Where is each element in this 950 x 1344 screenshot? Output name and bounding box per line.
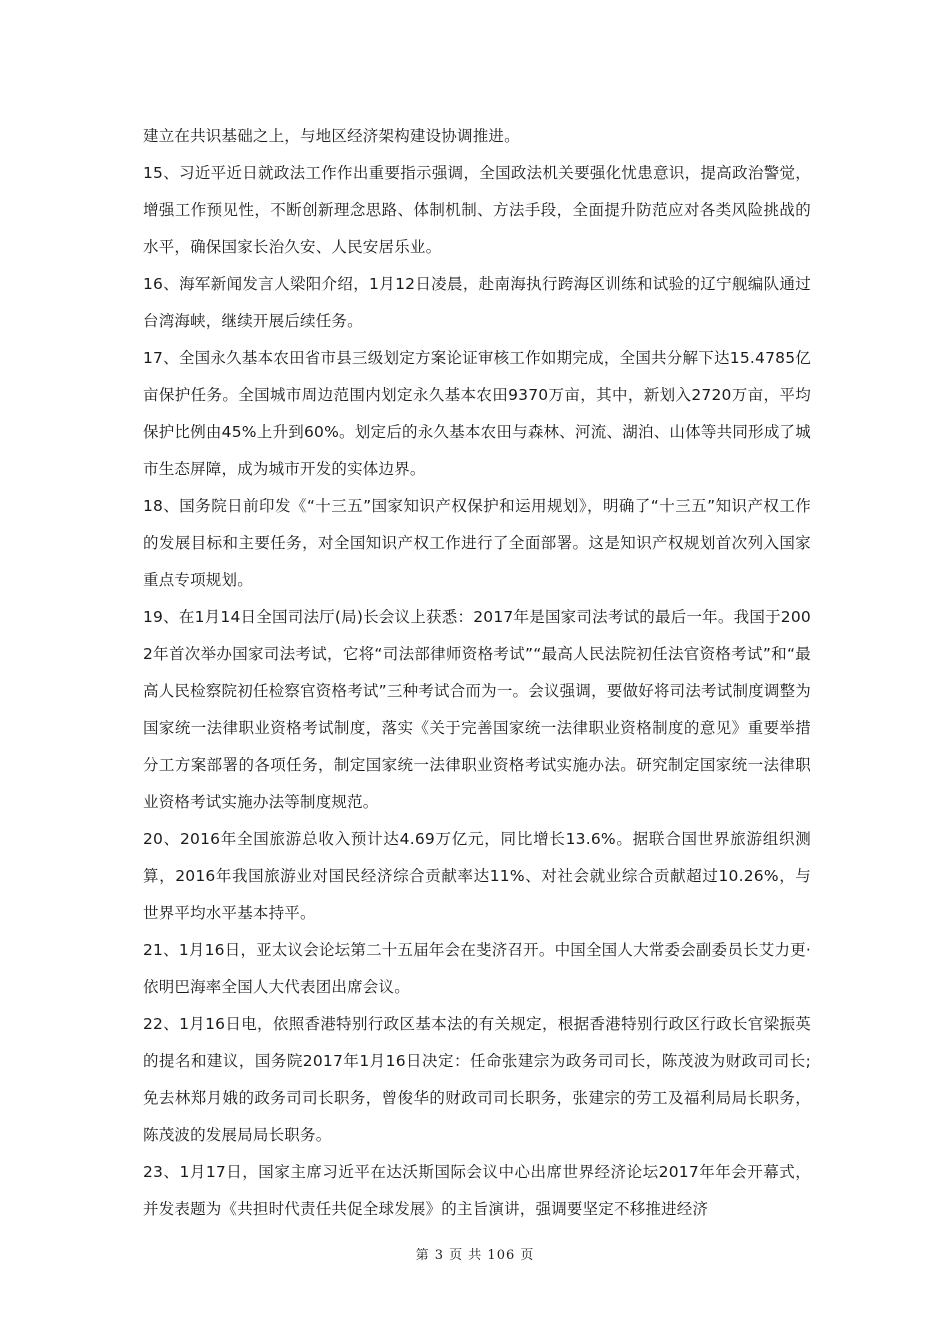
paragraph-item-21: 21、1月16日，亚太议会论坛第二十五届年会在斐济召开。中国全国人大常委会副委员长艾力更·依明巴海率全国人大代表团出席会议。 xyxy=(143,941,811,996)
paragraph-item-19: 19、在1月14日全国司法厅(局)长会议上获悉：2017年是国家司法考试的最后一年。我国于2002年首次举办国家司法考试，它将“司法部律师资格考试”“最高人民法院初任法官资格考试”和“最高人民检察院初任检察官资格考试”三种考试合而为一。会议强调，要做好将司法考试制度调整为国家统一法律职业资格考试制度，落实《关于完善国家统一法律职业资格制度的意见》重要举措分工方案部署的各项任务，制定国家统一法律职业资格考试实施办法。研究制定国家统一法律职业资格考试实施办法等制度规范。 xyxy=(143,608,811,811)
paragraph-item-16: 16、海军新闻发言人梁阳介绍，1月12日凌晨，赴南海执行跨海区训练和试验的辽宁舰编队通过台湾海峡，继续开展后续任务。 xyxy=(143,275,811,330)
paragraph-item-22: 22、1月16日电，依照香港特别行政区基本法的有关规定，根据香港特别行政区行政长官梁振英的提名和建议，国务院2017年1月16日决定：任命张建宗为政务司司长，陈茂波为财政司司长;免去林郑月娥的政务司司长职务，曾俊华的财政司司长职务，张建宗的劳工及福利局局长职务，陈茂波的发展局局长职务。 xyxy=(143,1015,811,1144)
paragraph-continuation: 建立在共识基础之上，与地区经济架构建设协调推进。 xyxy=(143,127,520,145)
page-number-footer: 第 3 页 共 106 页 xyxy=(415,1248,535,1263)
paragraph-item-20: 20、2016年全国旅游总收入预计达4.69万亿元，同比增长13.6%。据联合国世界旅游组织测算，2016年我国旅游业对国民经济综合贡献率达11%、对社会就业综合贡献超过10.26%，与世界平均水平基本持平。 xyxy=(143,830,811,922)
paragraph-item-18: 18、国务院日前印发《“十三五”国家知识产权保护和运用规划》，明确了“十三五”知识产权工作的发展目标和主要任务，对全国知识产权工作进行了全面部署。这是知识产权规划首次列入国家重点专项规划。 xyxy=(143,497,811,589)
document-body xyxy=(143,118,811,1228)
paragraph-item-23: 23、1月17日，国家主席习近平在达沃斯国际会议中心出席世界经济论坛2017年年会开幕式，并发表题为《共担时代责任共促全球发展》的主旨演讲，强调要坚定不移推进经济 xyxy=(143,1163,811,1218)
paragraph-item-17: 17、全国永久基本农田省市县三级划定方案论证审核工作如期完成，全国共分解下达15.4785亿亩保护任务。全国城市周边范围内划定永久基本农田9370万亩，其中，新划入2720万亩，平均保护比例由45%上升到60%。划定后的永久基本农田与森林、河流、湖泊、山体等共同形成了城市生态屏障，成为城市开发的实体边界。 xyxy=(143,349,811,478)
paragraph-item-15: 15、习近平近日就政法工作作出重要指示强调，全国政法机关要强化忧患意识，提高政治警觉，增强工作预见性，不断创新理念思路、体制机制、方法手段，全面提升防范应对各类风险挑战的水平，确保国家长治久安、人民安居乐业。 xyxy=(143,164,811,256)
